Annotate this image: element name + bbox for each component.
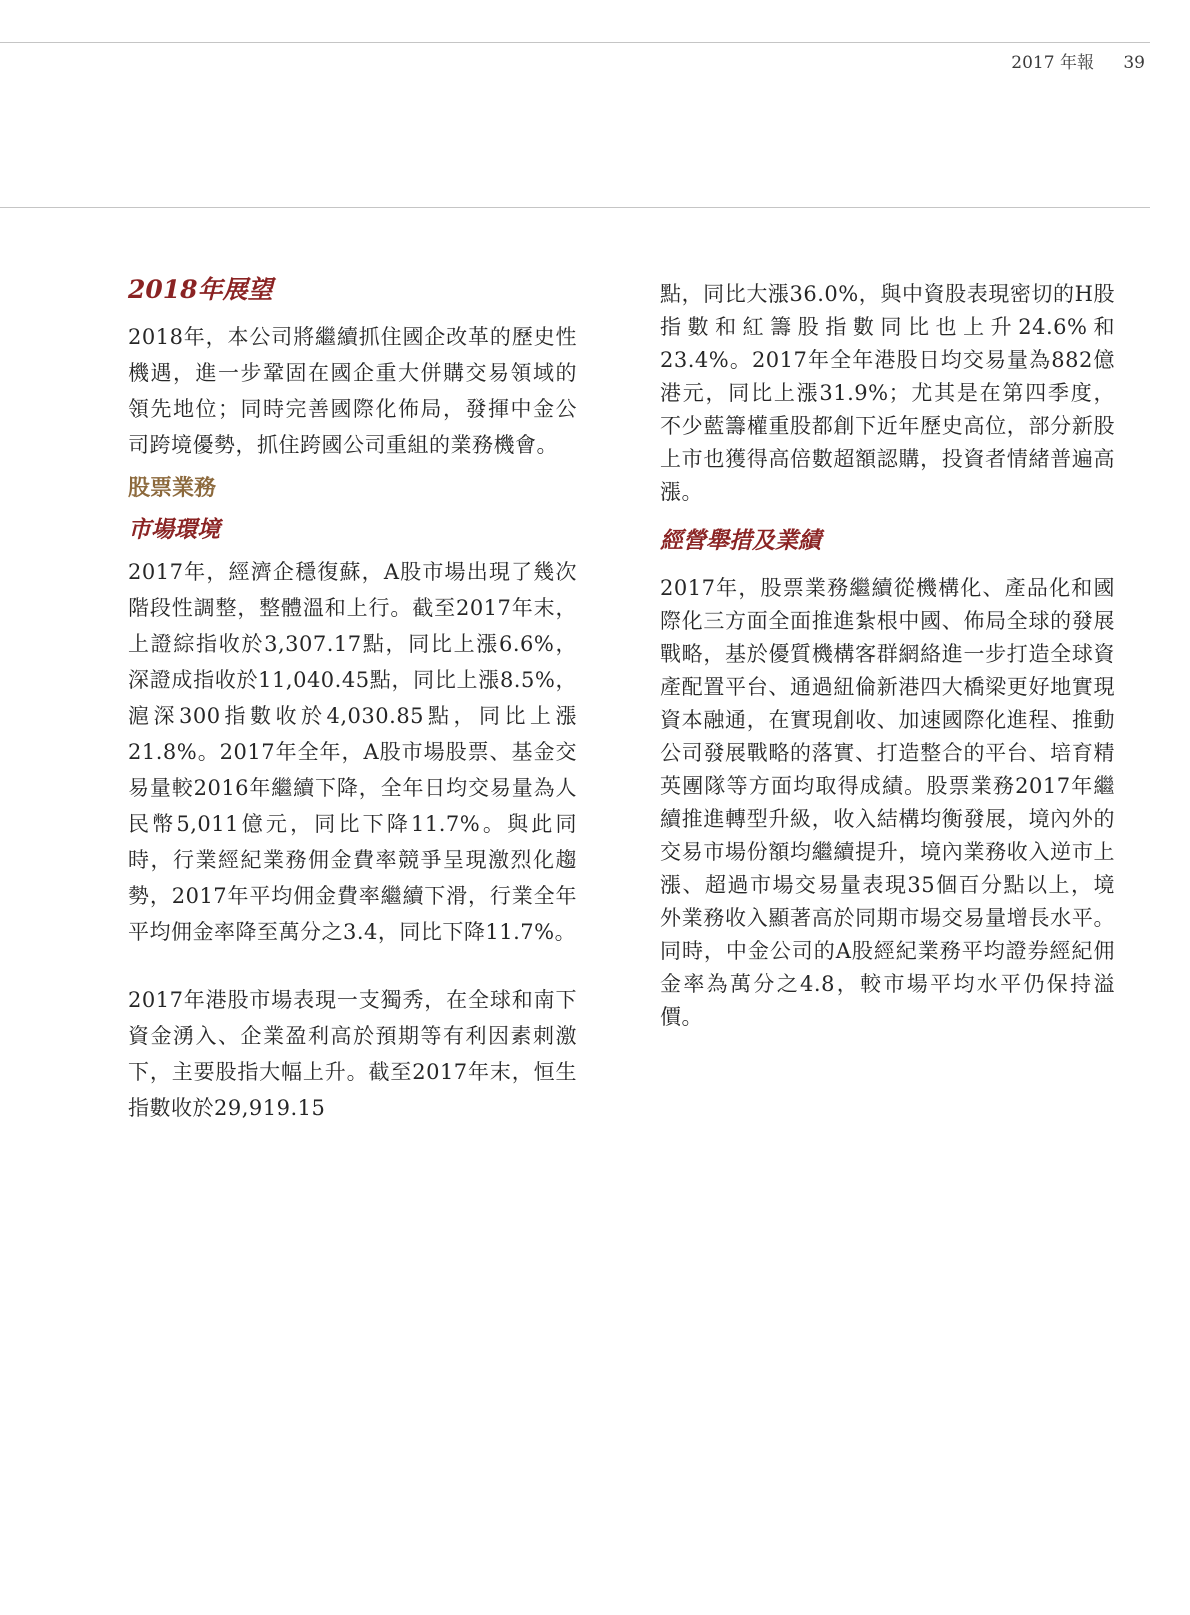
right-column xyxy=(660,262,1115,1034)
page-header xyxy=(1011,52,1145,74)
page-number: 39 xyxy=(1123,53,1145,73)
header-rule-bottom xyxy=(0,207,1150,208)
market-environment-paragraph-2: 2017年港股市場表現一支獨秀，在全球和南下資金湧入、企業盈利高於預期等有利因素刺激下，主要股指大幅上升。截至2017年末，恒生指數收於29,919.15 xyxy=(128,988,577,1120)
equities-business-heading: 股票業務 xyxy=(128,475,217,501)
operations-results-heading: 經營舉措及業績 xyxy=(660,527,821,554)
outlook-paragraph: 2018年，本公司將繼續抓住國企改革的歷史性機遇，進一步鞏固在國企重大併購交易領域的領先地位；同時完善國際化佈局，發揮中金公司跨境優勢，抓住跨國公司重組的業務機會。 xyxy=(128,325,577,457)
outlook-section-heading: 2018年展望 xyxy=(128,275,273,304)
left-column xyxy=(128,262,577,1126)
operations-results-paragraph: 2017年，股票業務繼續從機構化、產品化和國際化三方面全面推進紮根中國、佈局全球的發展戰略，基於優質機構客群網絡進一步打造全球資產配置平台、通過紐倫新港四大橋梁更好地實現資本融通，在實現創收、加速國際化進程、推動公司發展戰略的落實、打造整合的平台、培育精英團隊等方面均取得成績。股票業務2017年繼續推進轉型升級，收入結構均衡發展，境內外的交易市場份額均繼續提升，境內業務收入逆市上漲、超過市場交易量表現35個百分點以上，境外業務收入顯著高於同期市場交易量增長水平。同時，中金公司的A股經紀業務平均證券經紀佣金率為萬分之4.8，較市場平均水平仍保持溢價。 xyxy=(660,576,1115,1029)
market-environment-paragraph-1: 2017年，經濟企穩復蘇，A股市場出現了幾次階段性調整，整體溫和上行。截至2017年末，上證綜指收於3,307.17點，同比上漲6.6%，深證成指收於11,040.45點，同比上漲8.5%，滬深300指數收於4,030.85點，同比上漲21.8%。2017年全年，A股市場股票、基金交易量較2016年繼續下降，全年日均交易量為人民幣5,011億元，同比下降11.7%。與此同時，行業經紀業務佣金費率競爭呈現激烈化趨勢，2017年平均佣金費率繼續下滑，行業全年平均佣金率降至萬分之3.4，同比下降11.7%。 xyxy=(128,560,577,944)
header-rule-top xyxy=(0,42,1150,43)
market-environment-continuation-paragraph: 點，同比大漲36.0%，與中資股表現密切的H股指數和紅籌股指數同比也上升24.6%和23.4%。2017年全年港股日均交易量為882億港元，同比上漲31.9%；尤其是在第四季度，不少藍籌權重股都創下近年歷史高位，部分新股上市也獲得高倍數超額認購，投資者情緒普遍高漲。 xyxy=(660,282,1115,504)
report-title: 2017 年報 xyxy=(1011,53,1094,73)
market-environment-heading: 市場環境 xyxy=(128,516,220,543)
